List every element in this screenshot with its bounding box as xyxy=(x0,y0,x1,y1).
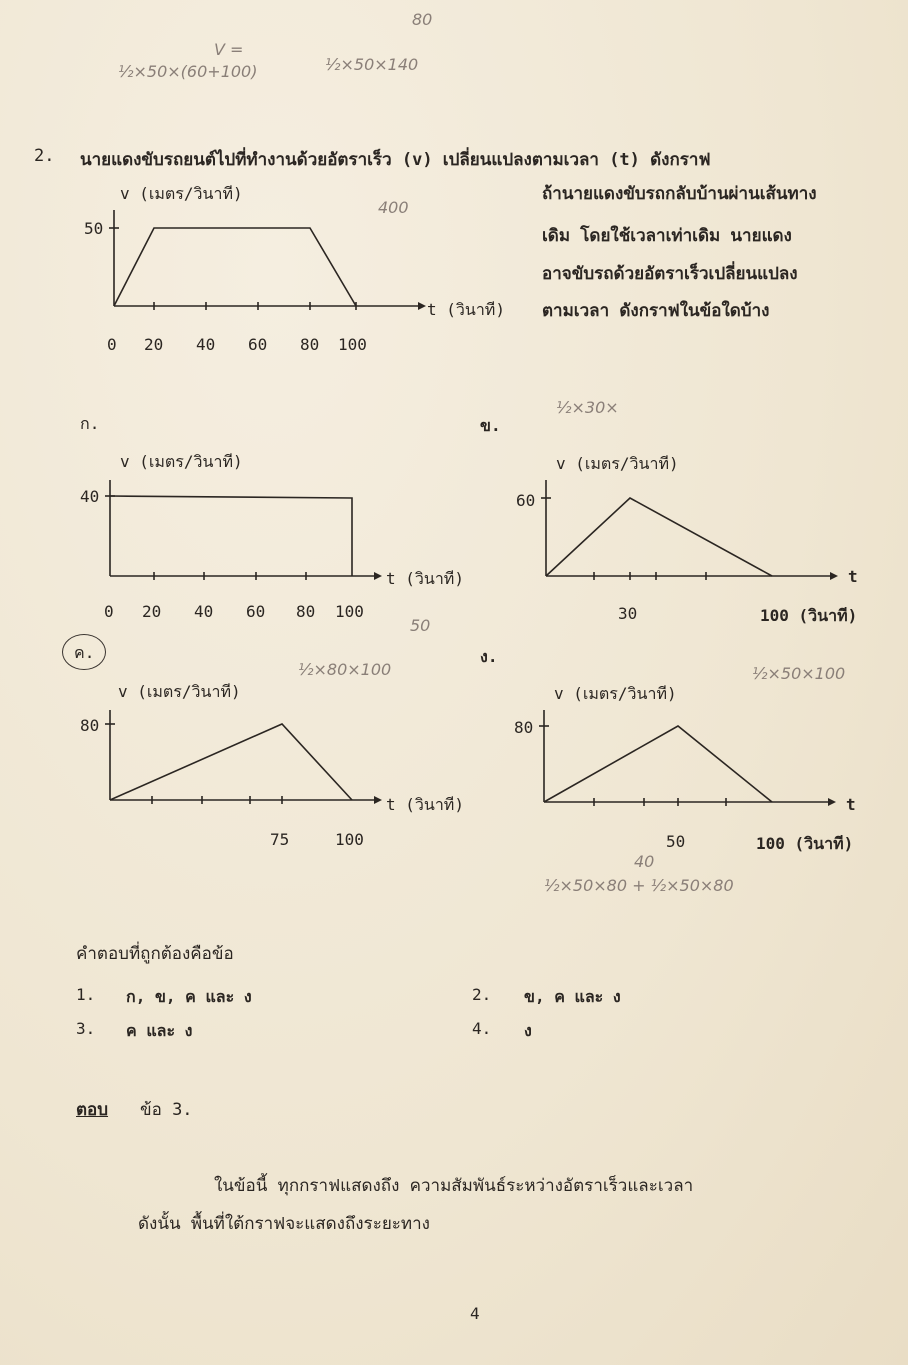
handwritten-note-top-v: V = xyxy=(214,40,244,59)
main-graph-xtick-40: 40 xyxy=(196,335,216,354)
graph-a-xtick-100: 100 xyxy=(335,602,364,621)
graph-d xyxy=(532,700,844,820)
graph-a-label: ก. xyxy=(80,414,100,433)
main-graph-xtick-20: 20 xyxy=(144,335,164,354)
graph-a-xtick-80: 80 xyxy=(296,602,316,621)
choice-2-text: ข, ค และ ง xyxy=(524,987,621,1006)
main-graph-xlabel: t (วินาที) xyxy=(427,300,505,319)
main-graph-xtick-80: 80 xyxy=(300,335,320,354)
handwritten-note-top-left: ½×50×(60+100) xyxy=(118,62,258,81)
choice-1-num: 1. xyxy=(76,985,96,1004)
main-graph-xtick-0: 0 xyxy=(107,335,117,354)
graph-a-xtick-20: 20 xyxy=(142,602,162,621)
graph-d-y-tick: 80 xyxy=(514,718,534,737)
graph-b-y-tick: 60 xyxy=(516,491,536,510)
graph-a-xlabel: t (วินาที) xyxy=(386,569,464,588)
graph-c-y-tick: 80 xyxy=(80,716,100,735)
page-number: 4 xyxy=(470,1304,480,1323)
main-graph-xtick-100: 100 xyxy=(338,335,367,354)
graph-b-xtick-30: 30 xyxy=(618,604,638,623)
graph-b-xtick-100: 100 (วินาที) xyxy=(760,606,858,625)
choice-1-text: ก, ข, ค และ ง xyxy=(126,987,252,1006)
graph-a-xtick-60: 60 xyxy=(246,602,266,621)
graph-a-ylabel: v (เมตร/วินาที) xyxy=(120,452,243,471)
choice-3-text: ค และ ง xyxy=(126,1021,193,1040)
main-graph-y-tick: 50 xyxy=(84,219,104,238)
graph-b-xlabel: t xyxy=(848,567,858,586)
question-line-1: นายแดงขับรถยนต์ไปที่ทำงานด้วยอัตราเร็ว (v) เปลี่ยนแปลงตามเวลา (t) ดังกราฟ xyxy=(80,150,711,170)
graph-d-ylabel: v (เมตร/วินาที) xyxy=(554,684,677,703)
graph-d-xtick-50: 50 xyxy=(666,832,686,851)
handwritten-note-b: ½×30× xyxy=(556,398,619,417)
question-line-4: อาจขับรถด้วยอัตราเร็วเปลี่ยนแปลง xyxy=(542,264,798,284)
graph-c-xlabel: t (วินาที) xyxy=(386,795,464,814)
handwritten-note-top-right: ½×50×140 xyxy=(325,55,419,74)
choice-3-num: 3. xyxy=(76,1019,96,1038)
main-graph-ylabel: v (เมตร/วินาที) xyxy=(120,184,243,203)
main-graph-xtick-60: 60 xyxy=(248,335,268,354)
graph-b-ylabel: v (เมตร/วินาที) xyxy=(556,454,679,473)
explanation-line-1: ในข้อนี้ ทุกกราฟแสดงถึง ความสัมพันธ์ระหว่างอัตราเร็วและเวลา xyxy=(214,1176,694,1196)
choice-4-num: 4. xyxy=(472,1019,492,1038)
answer-value: ข้อ 3. xyxy=(140,1100,193,1120)
graph-b-label: ข. xyxy=(480,416,501,435)
graph-c-ylabel: v (เมตร/วินาที) xyxy=(118,682,241,701)
graph-d-label: ง. xyxy=(480,647,498,666)
graph-d-xtick-100: 100 (วินาที) xyxy=(756,834,854,853)
handwritten-note-bottom-small: 40 xyxy=(634,852,655,871)
graph-c-xtick-100: 100 xyxy=(335,830,364,849)
choice-4-text: ง xyxy=(524,1021,532,1040)
handwritten-note-bottom: ½×50×80 + ½×50×80 xyxy=(544,876,734,895)
choices-prompt: คำตอบที่ถูกต้องคือข้อ xyxy=(76,944,234,964)
answer-label: ตอบ xyxy=(76,1100,109,1120)
graph-d-xlabel: t xyxy=(846,795,856,814)
choice-2-num: 2. xyxy=(472,985,492,1004)
handwritten-note-top-small: 80 xyxy=(412,10,433,29)
graph-a-y-tick: 40 xyxy=(80,487,100,506)
graph-a xyxy=(98,470,388,590)
handwritten-note-d: ½×50×100 xyxy=(752,664,846,683)
handwritten-note-main: 400 xyxy=(378,198,409,217)
graph-c-label: ค. xyxy=(74,643,95,662)
question-number: 2. xyxy=(34,146,55,166)
graph-c-xtick-75: 75 xyxy=(270,830,290,849)
graph-c xyxy=(98,700,388,820)
handwritten-note-c-small: 50 xyxy=(410,616,431,635)
explanation-line-2: ดังนั้น พื้นที่ใต้กราฟจะแสดงถึงระยะทาง xyxy=(138,1214,430,1234)
graph-a-xtick-0: 0 xyxy=(104,602,114,621)
handwritten-note-c: ½×80×100 xyxy=(298,660,392,679)
question-line-2: ถ้านายแดงขับรถกลับบ้านผ่านเส้นทาง xyxy=(542,184,817,204)
graph-a-xtick-40: 40 xyxy=(194,602,214,621)
main-graph xyxy=(100,200,430,325)
question-line-5: ตามเวลา ดังกราฟในข้อใดบ้าง xyxy=(542,301,770,321)
question-line-3: เดิม โดยใช้เวลาเท่าเดิม นายแดง xyxy=(542,226,792,246)
graph-b xyxy=(534,470,846,590)
